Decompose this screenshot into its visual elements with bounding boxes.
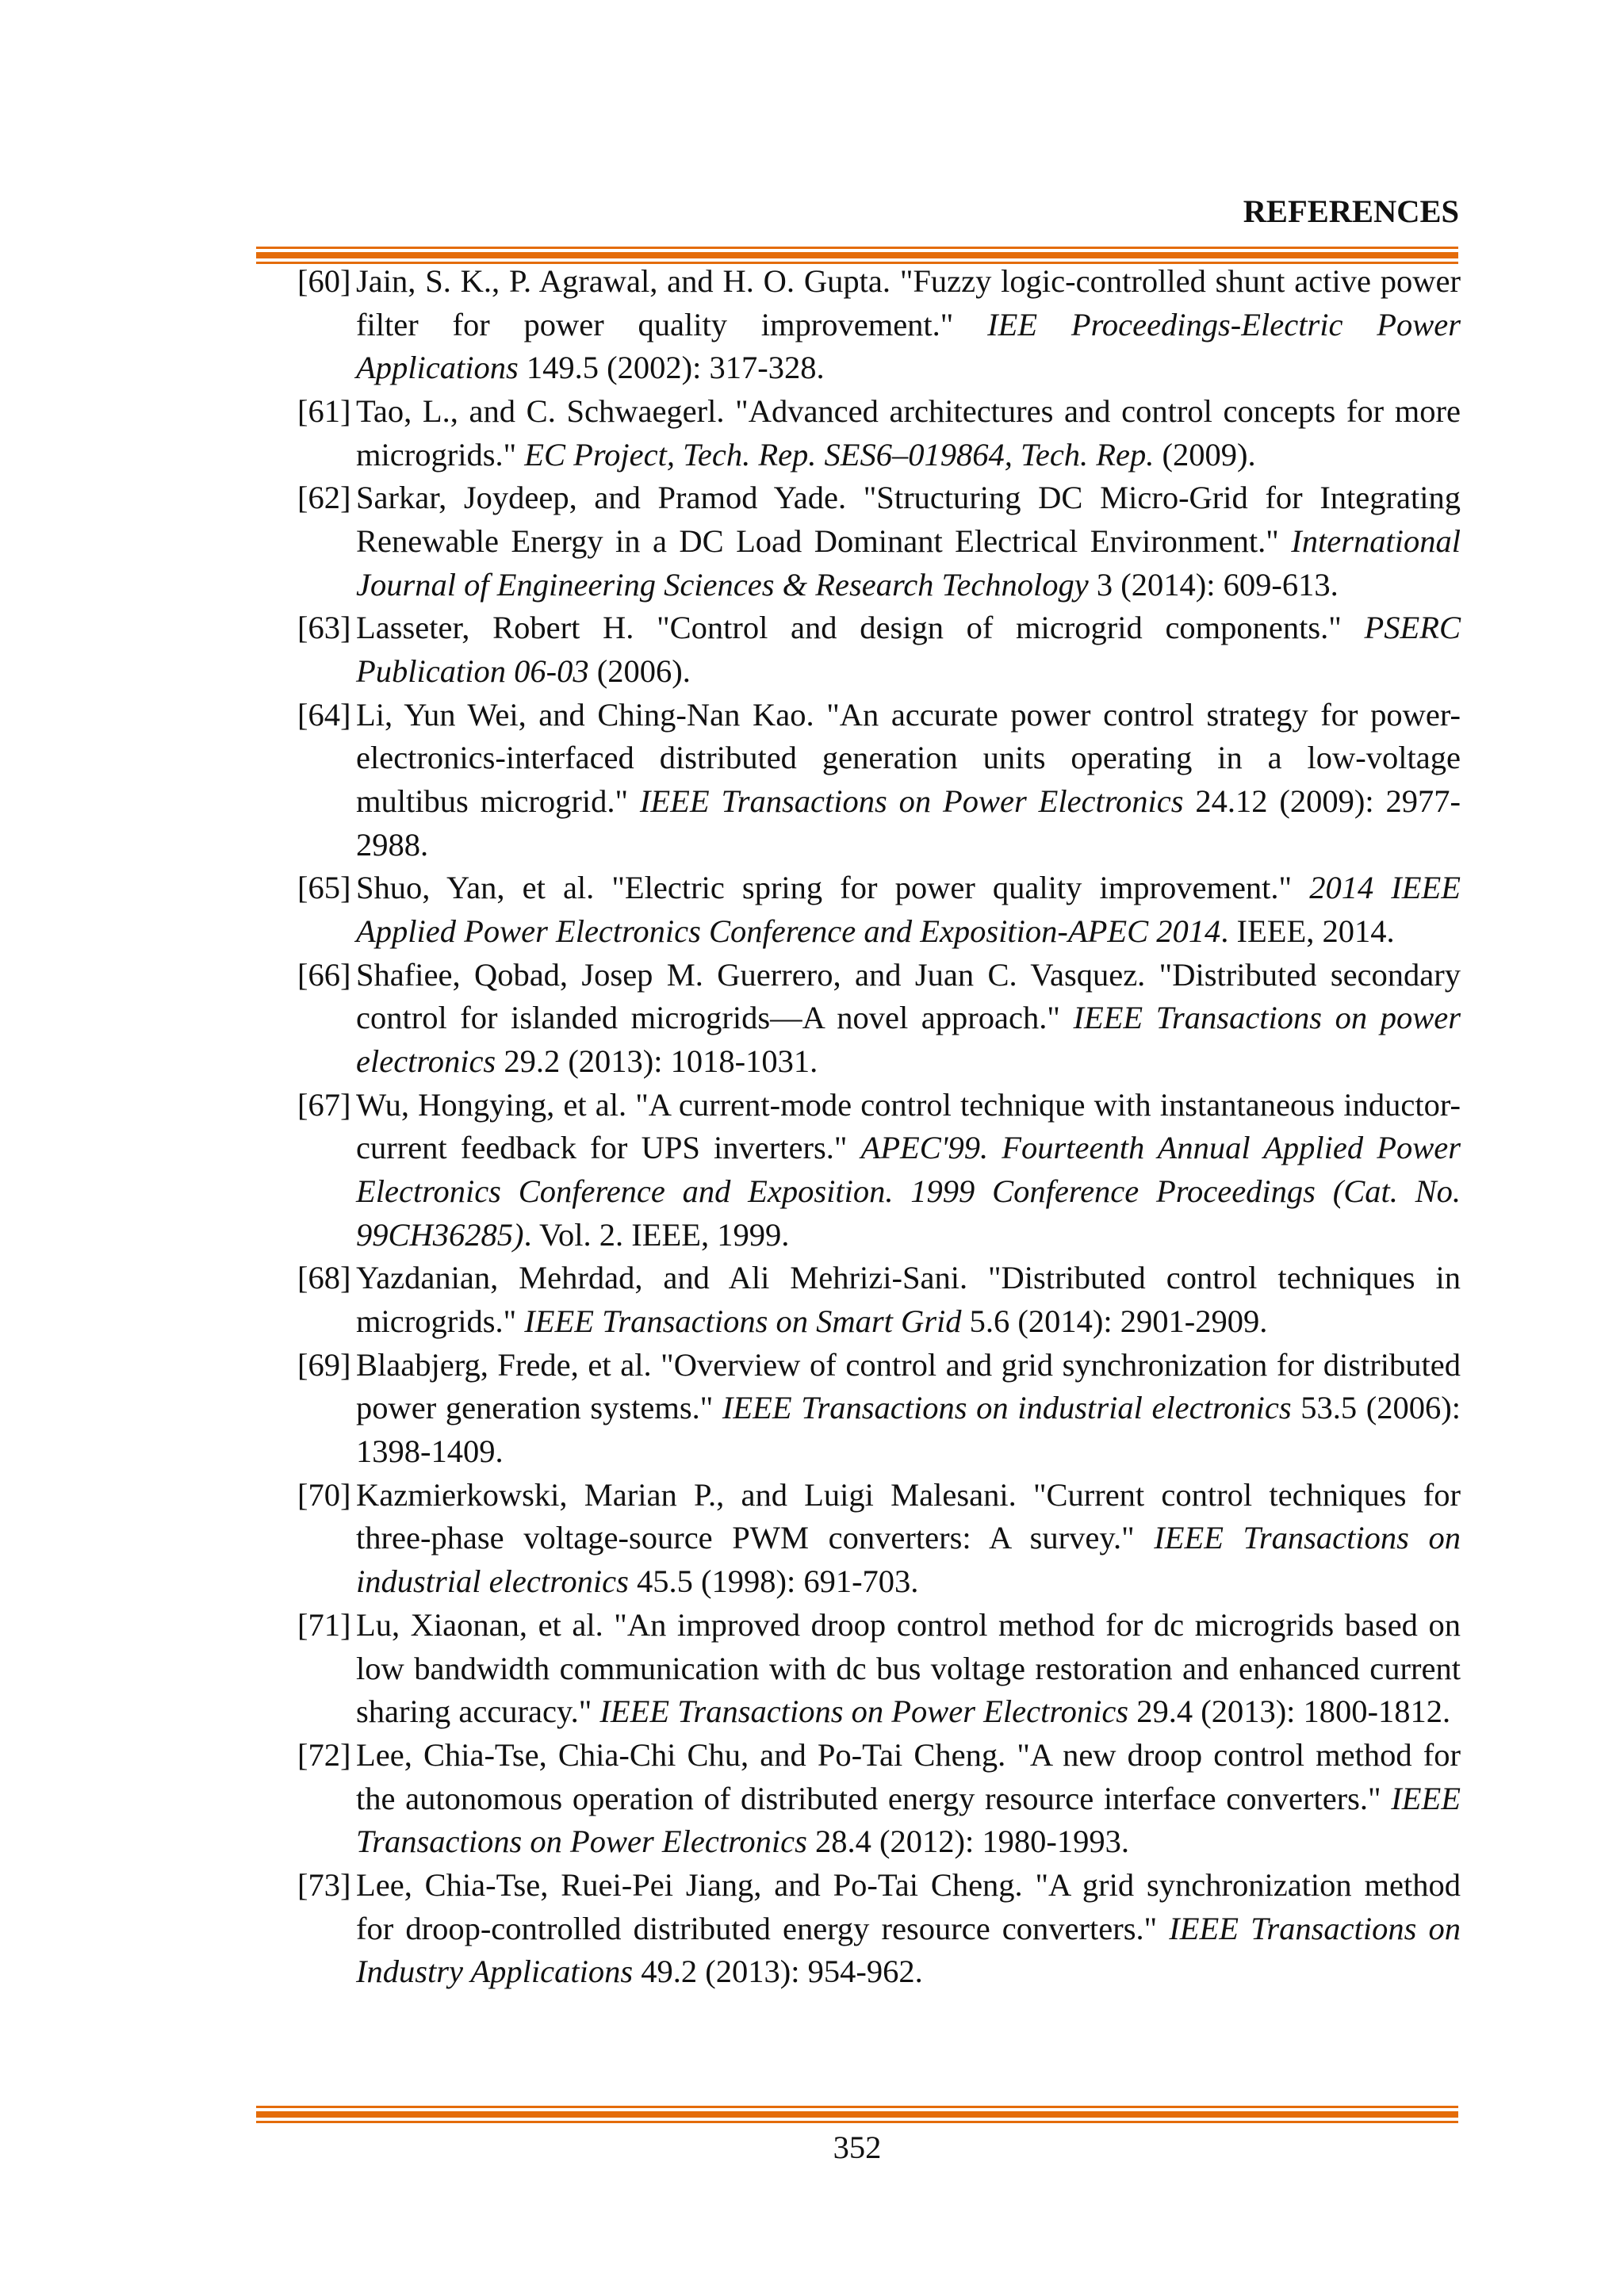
reference-number: [66]: [297, 956, 351, 993]
reference-text: Tao, L., and C. Schwaegerl. "Advanced architectures and control concepts for more: [356, 393, 1461, 430]
reference-source-title: industrial electronics: [356, 1563, 629, 1600]
reference-body: [356, 260, 1461, 390]
reference-line: [356, 910, 1461, 954]
reference-line: [356, 1430, 1461, 1474]
reference-entry: [297, 1084, 1461, 1257]
reference-source-title: IEEE Transactions on Smart Grid: [524, 1303, 962, 1340]
reference-line: [356, 434, 1461, 477]
reference-text: . Vol. 2. IEEE, 1999.: [523, 1216, 790, 1253]
reference-line-text: [356, 913, 1395, 949]
reference-line: [356, 1647, 1461, 1691]
reference-line-text: [356, 393, 1461, 429]
reference-line: [356, 737, 1461, 780]
reference-text: for droop-controlled distributed energy resource converters.": [356, 1910, 1170, 1946]
reference-text: . IEEE, 2014.: [1220, 913, 1395, 950]
reference-source-title: IEEE Transactions on Power Electronics: [639, 783, 1184, 820]
reference-source-title: IEEE Transactions on Power Electronics: [599, 1693, 1129, 1730]
reference-line: [356, 1170, 1461, 1214]
reference-line-text: [356, 957, 1461, 993]
reference-text: Lasseter, Robert H. "Control and design of microgrid components.": [356, 610, 1365, 646]
reference-text: Shafiee, Qobad, Josep M. Guerrero, and Juan C. Vasquez. "Distributed secondary: [356, 956, 1461, 993]
reference-line-text: [356, 1520, 1461, 1556]
reference-line-text: [356, 1390, 1461, 1425]
reference-text: Sarkar, Joydeep, and Pramod Yade. "Structuring DC Micro-Grid for Integrating: [356, 480, 1461, 516]
reference-line-text: [356, 1693, 1450, 1729]
reference-line-text: [356, 1173, 1461, 1209]
reference-text: microgrids.": [356, 436, 525, 473]
reference-line-text: [356, 1781, 1461, 1816]
reference-line-text: [356, 610, 1461, 645]
reference-body: [356, 1604, 1461, 1734]
reference-text: Yazdanian, Mehrdad, and Ali Mehrizi-Sani. "Distributed control techniques in: [356, 1260, 1461, 1296]
reference-line: [356, 304, 1461, 347]
reference-entry: [297, 390, 1461, 476]
reference-source-title: Publication 06-03: [356, 653, 589, 690]
reference-body: [356, 1864, 1461, 1994]
reference-text: Blaabjerg, Frede, et al. "Overview of control and grid synchronization for distributed: [356, 1346, 1461, 1383]
reference-source-title: IEEE Transactions on: [1169, 1910, 1461, 1946]
reference-line-text: [356, 1303, 1267, 1339]
reference-line: [356, 780, 1461, 824]
reference-line: [356, 1257, 1461, 1300]
reference-line-text: [356, 1607, 1461, 1643]
reference-line-text: [356, 1260, 1461, 1295]
reference-text: Shuo, Yan, et al. "Electric spring for power quality improvement.": [356, 870, 1310, 906]
reference-text: 53.5 (2006):: [1291, 1390, 1461, 1426]
reference-line: [356, 1214, 1461, 1257]
reference-line-text: [356, 827, 428, 863]
reference-entry: [297, 867, 1461, 953]
reference-number: [61]: [297, 393, 351, 430]
reference-text: three-phase voltage-source PWM converters: A survey.": [356, 1520, 1155, 1556]
reference-text: Lu, Xiaonan, et al. "An improved droop control method for dc microgrids based on: [356, 1606, 1461, 1643]
reference-number: [63]: [297, 610, 351, 646]
reference-line-text: [356, 1563, 918, 1599]
reference-entry: [297, 1257, 1461, 1343]
reference-text: low bandwidth communication with dc bus voltage restoration and enhanced current: [356, 1650, 1461, 1686]
reference-text: Jain, S. K., P. Agrawal, and H. O. Gupta. "Fuzzy logic-controlled shunt active power: [356, 263, 1461, 299]
reference-body: [356, 954, 1461, 1084]
reference-source-title: PSERC: [1364, 610, 1461, 646]
reference-line-text: [356, 480, 1461, 515]
reference-text: Lee, Chia-Tse, Chia-Chi Chu, and Po-Tai Cheng. "A new droop control method for: [356, 1736, 1461, 1773]
reference-list: [297, 260, 1461, 1994]
reference-line: [356, 607, 1461, 650]
reference-body: [356, 607, 1461, 693]
reference-source-title: IEEE Transactions on industrial electronics: [722, 1390, 1292, 1426]
reference-line: [356, 824, 1461, 867]
reference-line-text: [356, 1217, 789, 1253]
reference-text: Lee, Chia-Tse, Ruei-Pei Jiang, and Po-Tai Cheng. "A grid synchronization method: [356, 1866, 1461, 1903]
reference-body: [356, 390, 1461, 476]
reference-line-text: [356, 1954, 923, 1989]
reference-source-title: IEEE: [1391, 1780, 1461, 1816]
reference-text: 29.2 (2013): 1018-1031.: [496, 1043, 818, 1080]
reference-line-text: [356, 307, 1461, 342]
reference-entry: [297, 1864, 1461, 1994]
header-rule-thin-line: [256, 247, 1458, 249]
reference-text: 29.4 (2013): 1800-1812.: [1128, 1693, 1451, 1730]
reference-line-text: [356, 1000, 1461, 1035]
reference-body: [356, 1344, 1461, 1474]
reference-line-text: [356, 1433, 504, 1469]
reference-entry: [297, 694, 1461, 867]
reference-body: [356, 1734, 1461, 1864]
reference-text: microgrids.": [356, 1303, 525, 1340]
reference-line-text: [356, 523, 1461, 559]
reference-source-title: 99CH36285): [356, 1216, 524, 1253]
reference-line-text: [356, 437, 1256, 473]
reference-line: [356, 1344, 1461, 1387]
reference-line-text: [356, 1347, 1461, 1383]
reference-line: [356, 1560, 1461, 1604]
reference-source-title: IEEE Transactions on: [1154, 1520, 1461, 1556]
reference-line: [356, 997, 1461, 1040]
reference-line: [356, 1474, 1461, 1517]
reference-body: [356, 1084, 1461, 1257]
reference-line: [356, 1690, 1461, 1734]
reference-number: [64]: [297, 696, 351, 733]
reference-entry: [297, 1734, 1461, 1864]
reference-entry: [297, 607, 1461, 693]
reference-line: [356, 260, 1461, 304]
reference-text: control for islanded microgrids—A novel approach.": [356, 1000, 1074, 1036]
reference-text: 1398-1409.: [356, 1433, 504, 1470]
reference-line-text: [356, 1911, 1461, 1946]
reference-source-title: Electronics Conference and Exposition. 1999 Conference Proceedings (Cat. No.: [356, 1173, 1461, 1210]
reference-body: [356, 476, 1461, 607]
reference-source-title: Transactions on Power Electronics: [356, 1823, 807, 1860]
reference-line-text: [356, 1867, 1461, 1903]
reference-body: [356, 1474, 1461, 1604]
reference-text: 5.6 (2014): 2901-2909.: [961, 1303, 1268, 1340]
reference-source-title: IEE Proceedings-Electric Power: [987, 306, 1461, 342]
footer-rule-thin-line: [256, 2106, 1458, 2108]
reference-line: [356, 346, 1461, 390]
reference-line-text: [356, 1651, 1461, 1686]
reference-number: [68]: [297, 1260, 351, 1296]
reference-line: [356, 1517, 1461, 1560]
reference-source-title: Industry Applications: [356, 1954, 634, 1990]
reference-line: [356, 476, 1461, 520]
reference-entry: [297, 1344, 1461, 1474]
reference-line: [356, 1387, 1461, 1430]
reference-body: [356, 694, 1461, 867]
reference-line: [356, 1864, 1461, 1908]
reference-text: 3 (2014): 609-613.: [1088, 566, 1339, 603]
reference-line: [356, 1127, 1461, 1170]
reference-entry: [297, 954, 1461, 1084]
reference-line-text: [356, 740, 1461, 775]
reference-source-title: Applications: [356, 350, 519, 386]
reference-line: [356, 1734, 1461, 1777]
reference-text: 49.2 (2013): 954-962.: [633, 1954, 923, 1990]
reference-number: [60]: [297, 263, 351, 299]
reference-text: 149.5 (2002): 317-328.: [518, 350, 825, 386]
reference-text: the autonomous operation of distributed energy resource interface converters.": [356, 1780, 1392, 1816]
reference-body: [356, 1257, 1461, 1343]
reference-line: [356, 1777, 1461, 1821]
reference-source-title: Applied Power Electronics Conference and Exposition-APEC 2014: [356, 913, 1221, 950]
reference-line-text: [356, 263, 1461, 299]
reference-line: [356, 1084, 1461, 1127]
page-number: 352: [833, 2130, 882, 2165]
reference-line: [356, 954, 1461, 997]
reference-source-title: APEC'99. Fourteenth Annual Applied Power: [860, 1130, 1461, 1166]
reference-entry: [297, 1474, 1461, 1604]
reference-line: [356, 1950, 1461, 1994]
header-rule-thick-line: [256, 252, 1458, 258]
reference-line-text: [356, 1087, 1461, 1123]
reference-line: [356, 694, 1461, 737]
reference-source-title: EC Project, Tech. Rep. SES6–019864, Tech. Rep.: [524, 436, 1155, 473]
reference-line: [356, 1820, 1461, 1864]
reference-line: [356, 1040, 1461, 1084]
reference-line-text: [356, 870, 1461, 905]
reference-text: filter for power quality improvement.": [356, 306, 988, 342]
reference-source-title: 2014 IEEE: [1309, 870, 1461, 906]
reference-text: (2009).: [1154, 436, 1256, 473]
reference-line: [356, 520, 1461, 564]
reference-text: 28.4 (2012): 1980-1993.: [806, 1823, 1129, 1860]
reference-line-text: [356, 567, 1339, 603]
reference-line: [356, 1300, 1461, 1344]
reference-text: 45.5 (1998): 691-703.: [628, 1563, 919, 1600]
reference-source-title: Journal of Engineering Sciences & Research Technology: [356, 566, 1089, 603]
reference-line-text: [356, 1043, 818, 1079]
reference-line: [356, 867, 1461, 910]
footer-rule-thin-line: [256, 2121, 1458, 2123]
reference-line: [356, 650, 1461, 694]
reference-line: [356, 564, 1461, 607]
reference-number: [72]: [297, 1736, 351, 1773]
reference-line-text: [356, 1477, 1461, 1513]
reference-text: sharing accuracy.": [356, 1693, 600, 1730]
reference-source-title: electronics: [356, 1043, 496, 1080]
reference-line-text: [356, 783, 1461, 819]
reference-line-text: [356, 1130, 1461, 1165]
reference-entry: [297, 476, 1461, 607]
reference-text: 2988.: [356, 826, 429, 863]
reference-text: Kazmierkowski, Marian P., and Luigi Malesani. "Current control techniques for: [356, 1476, 1461, 1513]
reference-line: [356, 390, 1461, 434]
reference-line-text: [356, 653, 691, 689]
reference-line-text: [356, 697, 1461, 733]
reference-source-title: International: [1291, 523, 1461, 560]
reference-text: 24.12 (2009): 2977-: [1183, 783, 1461, 820]
reference-text: multibus microgrid.": [356, 783, 640, 820]
reference-text: current feedback for UPS inverters.": [356, 1130, 861, 1166]
reference-text: (2006).: [588, 653, 691, 690]
reference-text: Li, Yun Wei, and Ching-Nan Kao. "An accurate power control strategy for power-: [356, 696, 1461, 733]
reference-text: electronics-interfaced distributed generation units operating in a low-voltage: [356, 740, 1461, 776]
reference-number: [71]: [297, 1606, 351, 1643]
reference-line-text: [356, 350, 825, 385]
reference-line-text: [356, 1737, 1461, 1773]
reference-line: [356, 1908, 1461, 1951]
reference-number: [70]: [297, 1476, 351, 1513]
reference-text: Renewable Energy in a DC Load Dominant Electrical Environment.": [356, 523, 1292, 560]
reference-text: Wu, Hongying, et al. "A current-mode control technique with instantaneous inductor-: [356, 1086, 1461, 1123]
reference-line: [356, 1604, 1461, 1647]
reference-number: [69]: [297, 1346, 351, 1383]
reference-number: [73]: [297, 1866, 351, 1903]
reference-entry: [297, 260, 1461, 390]
reference-body: [356, 867, 1461, 953]
footer-rule-thick-line: [256, 2111, 1458, 2118]
reference-source-title: IEEE Transactions on power: [1073, 1000, 1461, 1036]
reference-number: [62]: [297, 480, 351, 516]
reference-text: power generation systems.": [356, 1390, 722, 1426]
reference-number: [67]: [297, 1086, 351, 1123]
running-header: REFERENCES: [1243, 193, 1459, 229]
reference-line-text: [356, 1823, 1129, 1859]
reference-entry: [297, 1604, 1461, 1734]
footer-rule: [256, 2106, 1458, 2123]
reference-number: [65]: [297, 870, 351, 906]
